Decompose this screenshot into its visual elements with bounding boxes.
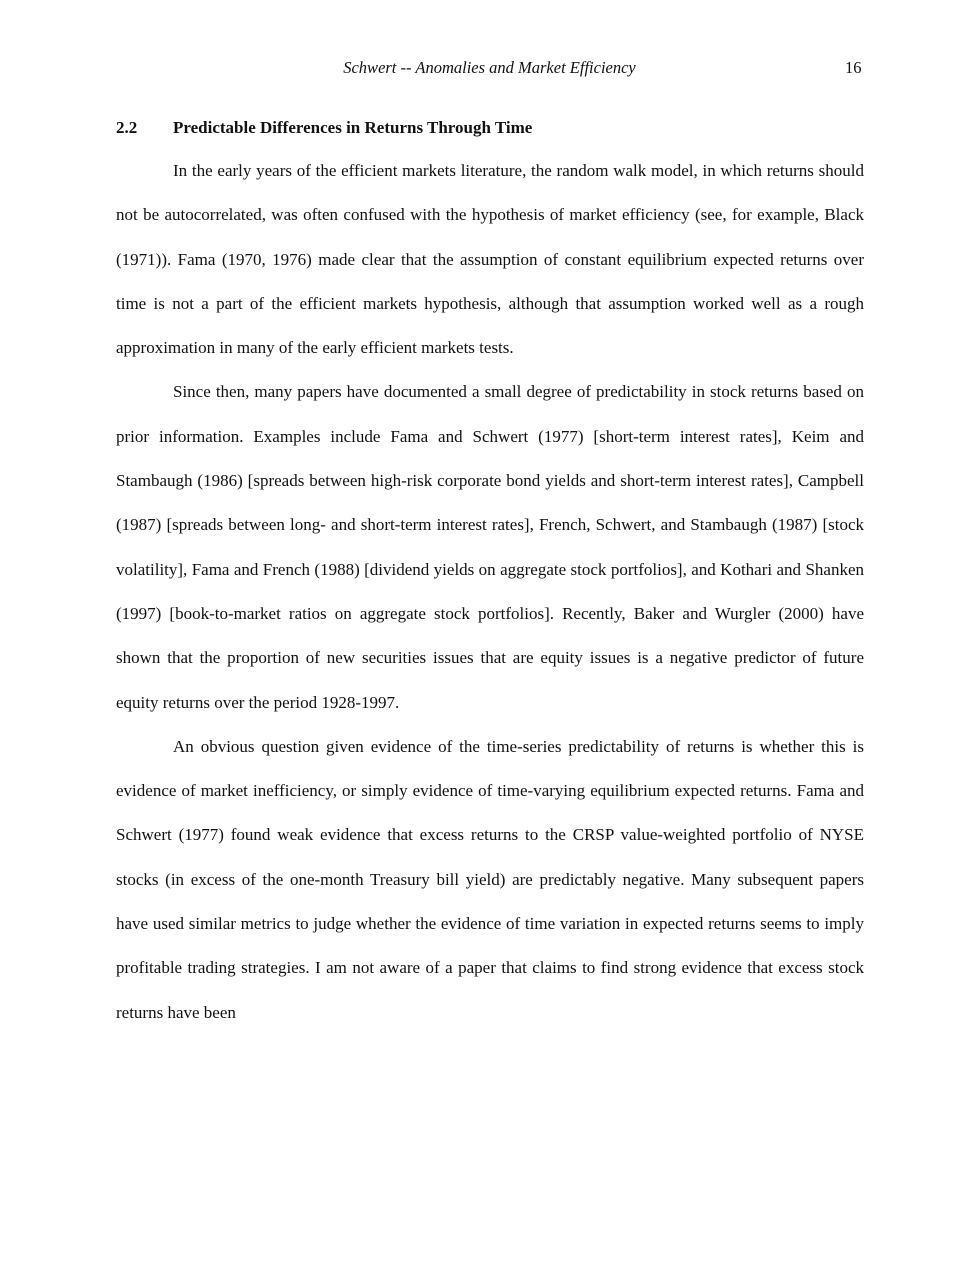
paragraph-2: Since then, many papers have documented a small degree of predictability in stock returns based on prior information. Examples include Fama and Schwert (1977) [short-term interest rates], Keim and Stambaugh (1986) [spreads between high-risk corporate bond yields and short-term interest rates], Campbell (1987) [spreads between long- and short-term interest rates], French, Schwert, and Stambaugh (1987) [stock volatility], Fama and French (1988) [dividend yields on aggregate stock portfolios], and Kothari and Shanken (1997) [book-to-market ratios on aggregate stock portfolios]. Recently, Baker and Wurgler (2000) have shown that the proportion of new securities issues that are equity issues is a negative predictor of future equity returns over the period 1928-1997. xyxy=(116,382,864,712)
running-header xyxy=(0,58,979,82)
section-title: Predictable Differences in Returns Through Time xyxy=(173,118,533,137)
paragraph-3: An obvious question given evidence of the time-series predictability of returns is whether this is evidence of market inefficiency, or simply evidence of time-varying equilibrium expected returns. Fama and Schwert (1977) found weak evidence that excess returns to the CRSP value-weighted portfolio of NYSE stocks (in excess of the one-month Treasury bill yield) are predictably negative. Many subsequent papers have used similar metrics to judge whether the evidence of time variation in expected returns seems to imply profitable trading strategies. I am not aware of a paper that claims to find strong evidence that excess stock returns have been xyxy=(116,736,864,1022)
section-heading xyxy=(116,116,864,140)
page-number: 16 xyxy=(845,58,862,77)
body-text xyxy=(116,149,864,1035)
running-title xyxy=(0,58,979,78)
header-author: Schwert xyxy=(343,58,397,77)
header-separator: -- xyxy=(400,58,412,77)
section-number: 2.2 xyxy=(116,118,138,137)
header-title: Anomalies and Market Efficiency xyxy=(415,58,636,77)
paragraph-1: In the early years of the efficient markets literature, the random walk model, in which returns should not be autocorrelated, was often confused with the hypothesis of market efficiency (see, for example, Black (1971)). Fama (1970, 1976) made clear that the assumption of constant equilibrium expected returns over time is not a part of the efficient markets hypothesis, although that assumption worked well as a rough approximation in many of the early efficient markets tests. xyxy=(116,161,864,358)
